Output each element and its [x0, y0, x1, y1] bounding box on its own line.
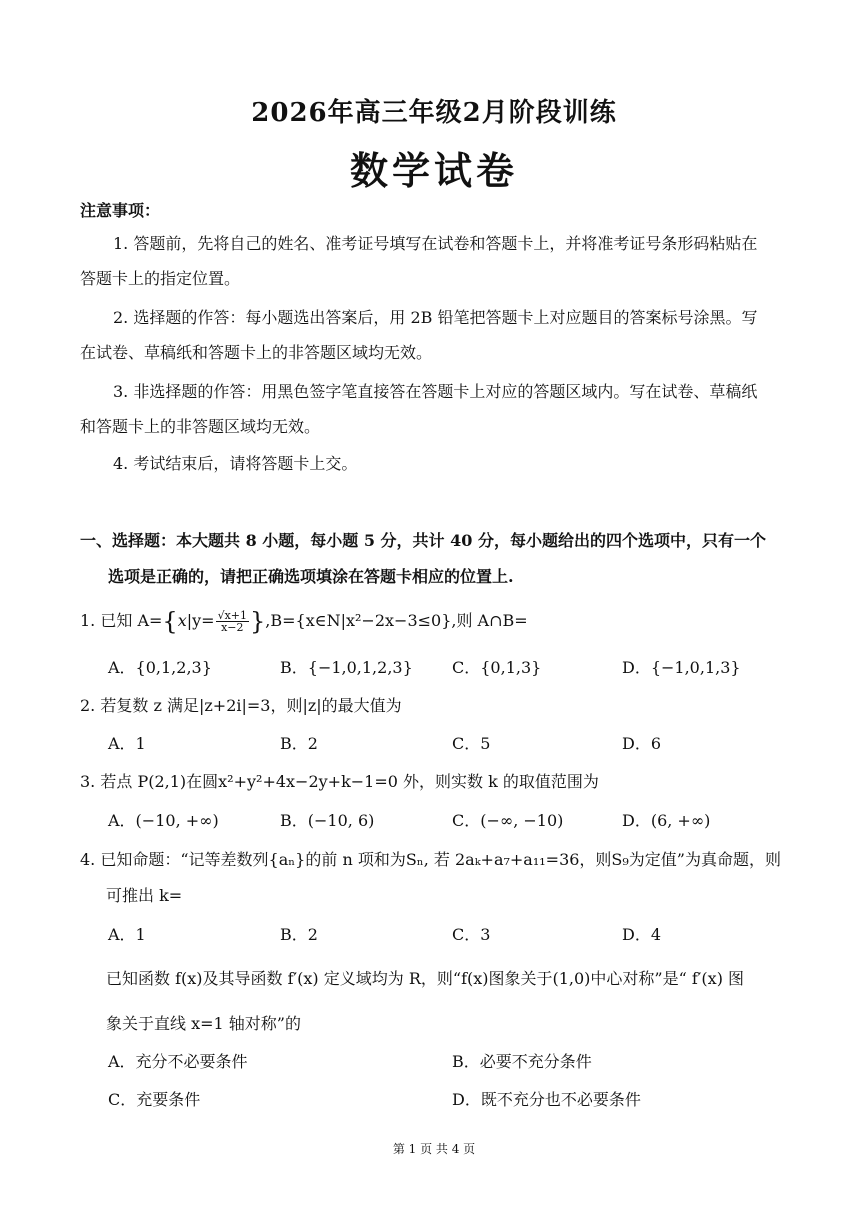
set-a-condition: y=: [192, 611, 215, 630]
notice-heading: 注意事项：: [80, 201, 161, 220]
notice-item-3-line-1: 3. 非选择题的作答：用黑色签字笔直接答在答题卡上对应的答题区域内。写在试卷、草稿纸: [113, 382, 758, 401]
q5-option-b: B．必要不充分条件: [452, 1052, 592, 1071]
section-1-instruction-line-1: 一、选择题：本大题共 8 小题，每小题 5 分，共计 40 分，每小题给出的四个选项中，只有一个: [80, 531, 766, 550]
q2-option-d: D．6: [622, 734, 662, 753]
q1-option-c: C．{0,1,3}: [452, 658, 542, 677]
question-2-number: 2.: [80, 696, 96, 715]
q5-option-d: D．既不充分也不必要条件: [452, 1090, 641, 1109]
q1-option-d: D．{−1,0,1,3}: [622, 658, 741, 677]
notice-item-2-line-2: 在试卷、草稿纸和答题卡上的非答题区域均无效。: [80, 343, 433, 362]
question-4-number: 4.: [80, 850, 96, 869]
q1-option-b: B．{−1,0,1,2,3}: [280, 658, 413, 677]
notice-item-1-line-1: 1. 答题前，先将自己的姓名、准考证号填写在试卷和答题卡上，并将准考证号条形码粘贴在: [113, 234, 758, 253]
set-a-variable: x: [177, 611, 187, 630]
fraction: [216, 610, 249, 633]
q4-option-c: C．3: [452, 925, 491, 944]
question-3: [80, 769, 599, 792]
fraction-denominator: x−2: [221, 621, 244, 634]
left-brace: {: [162, 607, 178, 636]
notice-item-3-line-2: 和答题卡上的非答题区域均无效。: [80, 417, 321, 436]
question-1-set-b: ,B={x∈N|x²−2x−3≤0},则 A∩B=: [265, 611, 528, 630]
question-1: 1. 已知 A={x|y= $\frac{√x+1}{x-2}$ },B={x∈N|x²−2x−3≤0},则 A∩B=: [80, 607, 528, 636]
question-4-line-2: 可推出 k=: [106, 886, 183, 905]
q1-option-a: A．{0,1,2,3}: [108, 658, 212, 677]
page-footer: 第 1 页 共 4 页: [392, 1142, 476, 1156]
q5-option-a: A．充分不必要条件: [108, 1052, 248, 1071]
q4-option-a: A．1: [108, 925, 146, 944]
q5-option-c: C．充要条件: [108, 1090, 201, 1109]
q3-option-b: B．(−10, 6): [280, 811, 375, 830]
exam-title: 2026年高三年级2月阶段训练: [251, 98, 617, 128]
notice-item-4: 4. 考试结束后，请将答题卡上交。: [113, 454, 358, 473]
question-1-number: 1.: [80, 611, 96, 630]
q2-option-c: C．5: [452, 734, 491, 753]
q3-option-d: D．(6, +∞): [622, 811, 711, 830]
question-5-line-2: 象关于直线 x=1 轴对称”的: [106, 1014, 301, 1033]
question-3-number: 3.: [80, 772, 96, 791]
q3-option-a: A．(−10, +∞): [108, 811, 219, 830]
notice-item-1-line-2: 答题卡上的指定位置。: [80, 269, 241, 288]
question-4-text-line-1: 已知命题：“记等差数列{aₙ}的前 n 项和为Sₙ, 若 2aₖ+a₇+a₁₁=36，则S₉为定值”为真命题，则: [100, 850, 781, 869]
q3-option-c: C．(−∞, −10): [452, 811, 564, 830]
question-2: [80, 693, 402, 716]
section-1-instruction-line-2: 选项是正确的，请把正确选项填涂在答题卡相应的位置上.: [108, 567, 514, 586]
fraction-numerator: √x+1: [217, 609, 248, 622]
question-3-text: 若点 P(2,1)在圆x²+y²+4x−2y+k−1=0 外，则实数 k 的取值范围为: [100, 772, 599, 791]
q4-option-b: B．2: [280, 925, 318, 944]
question-4-line-1: [80, 847, 781, 870]
right-brace: }: [250, 607, 266, 636]
question-5-line-1: 已知函数 f(x)及其导函数 f′(x) 定义域均为 R，则“f(x)图象关于(1,0)中心对称”是“ f′(x) 图: [106, 969, 745, 988]
exam-subject: 数学试卷: [349, 148, 518, 193]
notice-item-2-line-1: 2. 选择题的作答：每小题选出答案后，用 2B 铅笔把答题卡上对应题目的答案标号涂黑。写: [113, 308, 758, 327]
question-2-text: 若复数 z 满足|z+2i|=3，则|z|的最大值为: [100, 696, 402, 715]
q4-option-d: D．4: [622, 925, 662, 944]
q2-option-a: A．1: [108, 734, 146, 753]
question-1-prefix: 已知 A=: [100, 611, 163, 630]
q2-option-b: B．2: [280, 734, 318, 753]
